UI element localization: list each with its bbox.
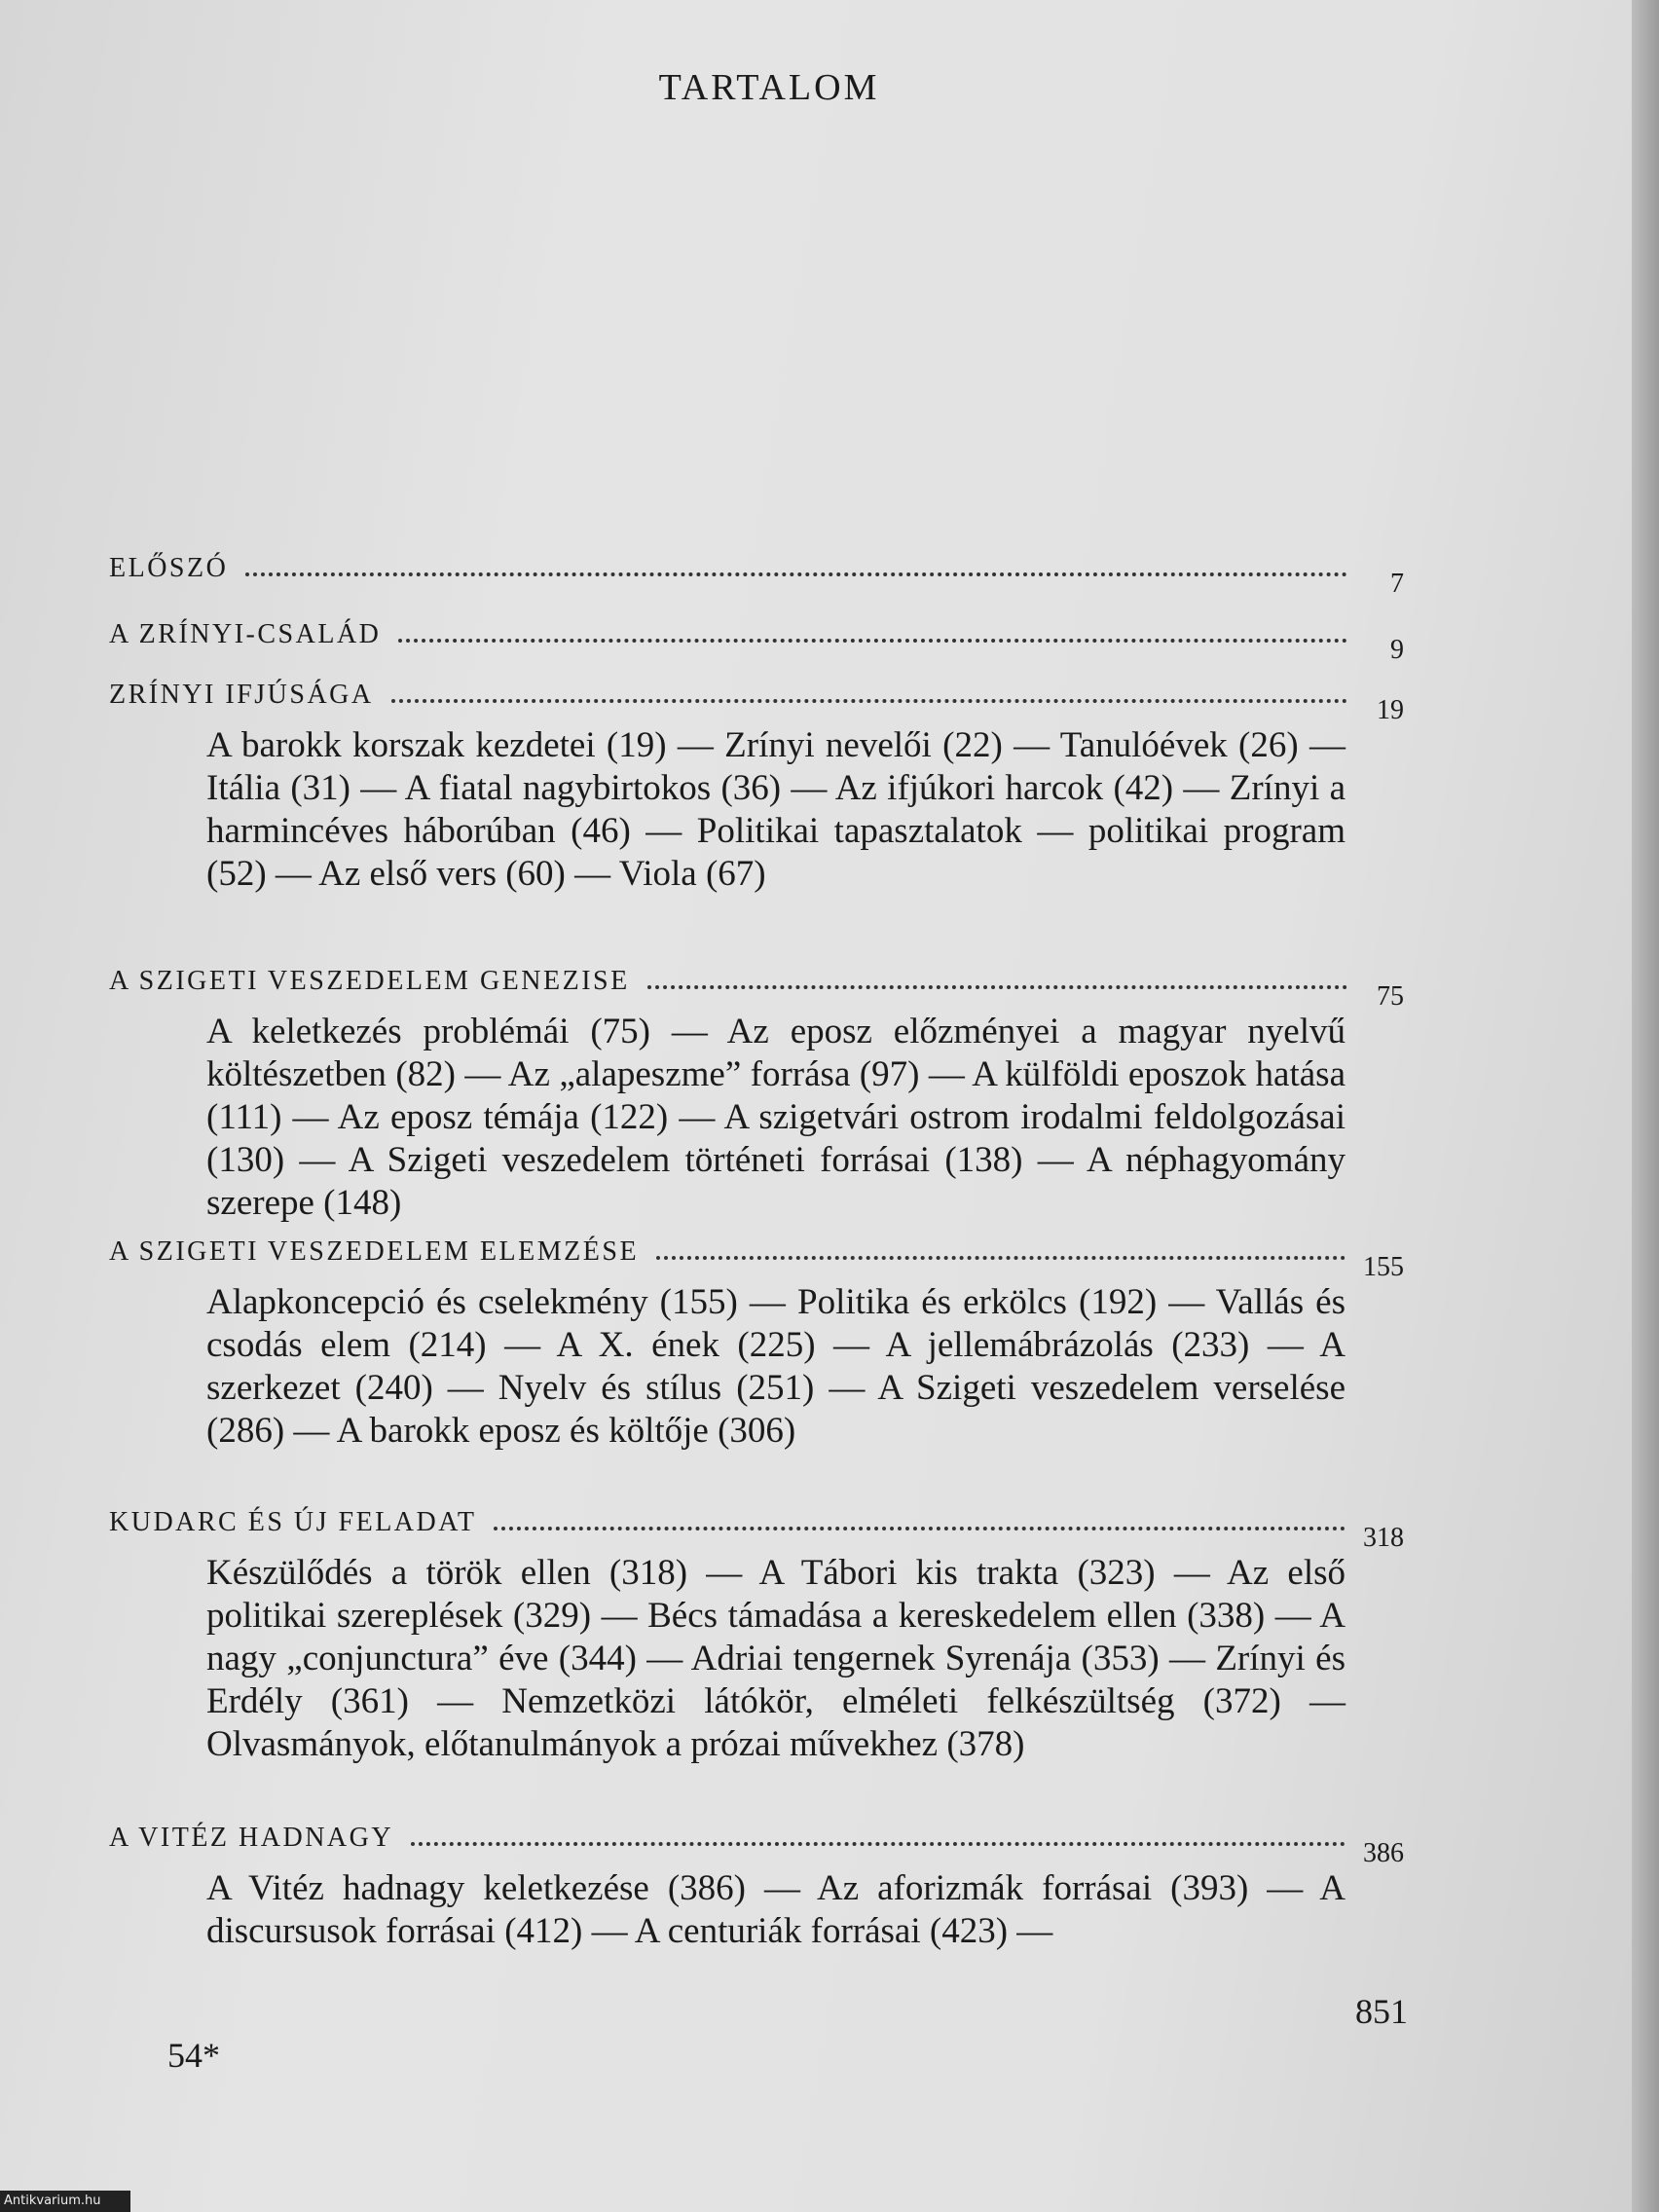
dot-leader	[398, 639, 1347, 643]
toc-heading: A VITÉZ HADNAGY	[109, 1823, 394, 1853]
page-title: TARTALOM	[658, 67, 880, 108]
toc-entry	[109, 545, 1404, 599]
dot-leader	[245, 572, 1347, 576]
toc-summary: A Vitéz hadnagy keletkezése (386) — Az aforizmák forrásai (393) — A discursusok forrásai (412) — A centuriák forrásai (423) —	[206, 1868, 1346, 1951]
toc-heading: A ZRÍNYI-CSALÁD	[109, 619, 382, 649]
toc-summary: A barokk korszak kezdetei (19) — Zrínyi nevelői (22) — Tanulóévek (26) — Itália (31) — A fiatal nagybirtokos (36) — Az ifjúkori harcok (42) — Zrínyi a harmincéves háborúban (46) — Politikai tapasztalatok — politikai program (52) — Az első vers (60) — Viola (67)	[206, 725, 1346, 894]
toc-heading-row	[109, 958, 1404, 1012]
toc-page-number: 9	[1390, 635, 1404, 665]
signature-mark: 54*	[167, 2036, 220, 2075]
toc-heading-row	[109, 1815, 1404, 1868]
toc-heading-row	[109, 1229, 1404, 1282]
dot-leader	[494, 1527, 1346, 1530]
toc-entry	[109, 1815, 1404, 1953]
toc-heading-row	[109, 545, 1404, 599]
toc-entry	[109, 611, 1404, 665]
toc-heading: A SZIGETI VESZEDELEM ELEMZÉSE	[109, 1236, 640, 1267]
toc-heading-row	[109, 611, 1404, 665]
toc-page-number: 7	[1390, 569, 1404, 599]
dot-leader	[656, 1256, 1346, 1260]
toc-page-number: 155	[1363, 1252, 1404, 1282]
toc-page-number: 386	[1363, 1838, 1404, 1868]
toc-page-number: 318	[1363, 1523, 1404, 1553]
toc-heading-row	[109, 672, 1404, 725]
toc-entry	[109, 958, 1404, 1225]
dot-leader	[391, 699, 1347, 703]
toc-entry	[109, 672, 1404, 896]
toc-entry	[109, 1229, 1404, 1453]
toc-summary: A keletkezés problémái (75) — Az eposz előzményei a magyar nyelvű költészetben (82) — Az „alapeszme” forrása (97) — A külföldi eposzok hatása (111) — Az eposz témája (122) — A szigetvári ostrom irodalmi feldolgozásai (130) — A Szigeti veszedelem történeti forrásai (138) — A néphagyomány szerepe (148)	[206, 1012, 1346, 1223]
dot-leader	[411, 1842, 1346, 1846]
toc-heading: ELŐSZÓ	[109, 553, 229, 583]
toc-page-number: 19	[1377, 695, 1404, 725]
page-number: 851	[1355, 1992, 1408, 2031]
toc-heading: KUDARC ÉS ÚJ FELADAT	[109, 1507, 477, 1537]
toc-heading: A SZIGETI VESZEDELEM GENEZISE	[109, 966, 630, 996]
toc-heading-row	[109, 1499, 1404, 1553]
toc-summary: Készülődés a török ellen (318) — A Tábori kis trakta (323) — Az első politikai szereplések (329) — Bécs támadása a kereskedelem ellen (338) — A nagy „conjunctura” éve (344) — Adriai tengernek Syrenája (353) — Zrínyi és Erdély (361) — Nemzetközi látókör, elméleti felkészültség (372) — Olvasmányok, előtanulmányok a prózai művekhez (378)	[206, 1553, 1346, 1764]
dot-leader	[647, 985, 1347, 989]
toc-summary: Alapkoncepció és cselekmény (155) — Politika és erkölcs (192) — Vallás és csodás elem (214) — A X. ének (225) — A jellemábrázolás (233) — A szerkezet (240) — Nyelv és stílus (251) — A Szigeti veszedelem verselése (286) — A barokk eposz és költője (306)	[206, 1282, 1346, 1451]
toc-entry	[109, 1499, 1404, 1766]
page-edge	[1632, 0, 1659, 2212]
toc-page-number: 75	[1377, 981, 1404, 1012]
toc-heading: ZRÍNYI IFJÚSÁGA	[109, 680, 374, 710]
watermark: Antikvarium.hu	[0, 2191, 130, 2212]
